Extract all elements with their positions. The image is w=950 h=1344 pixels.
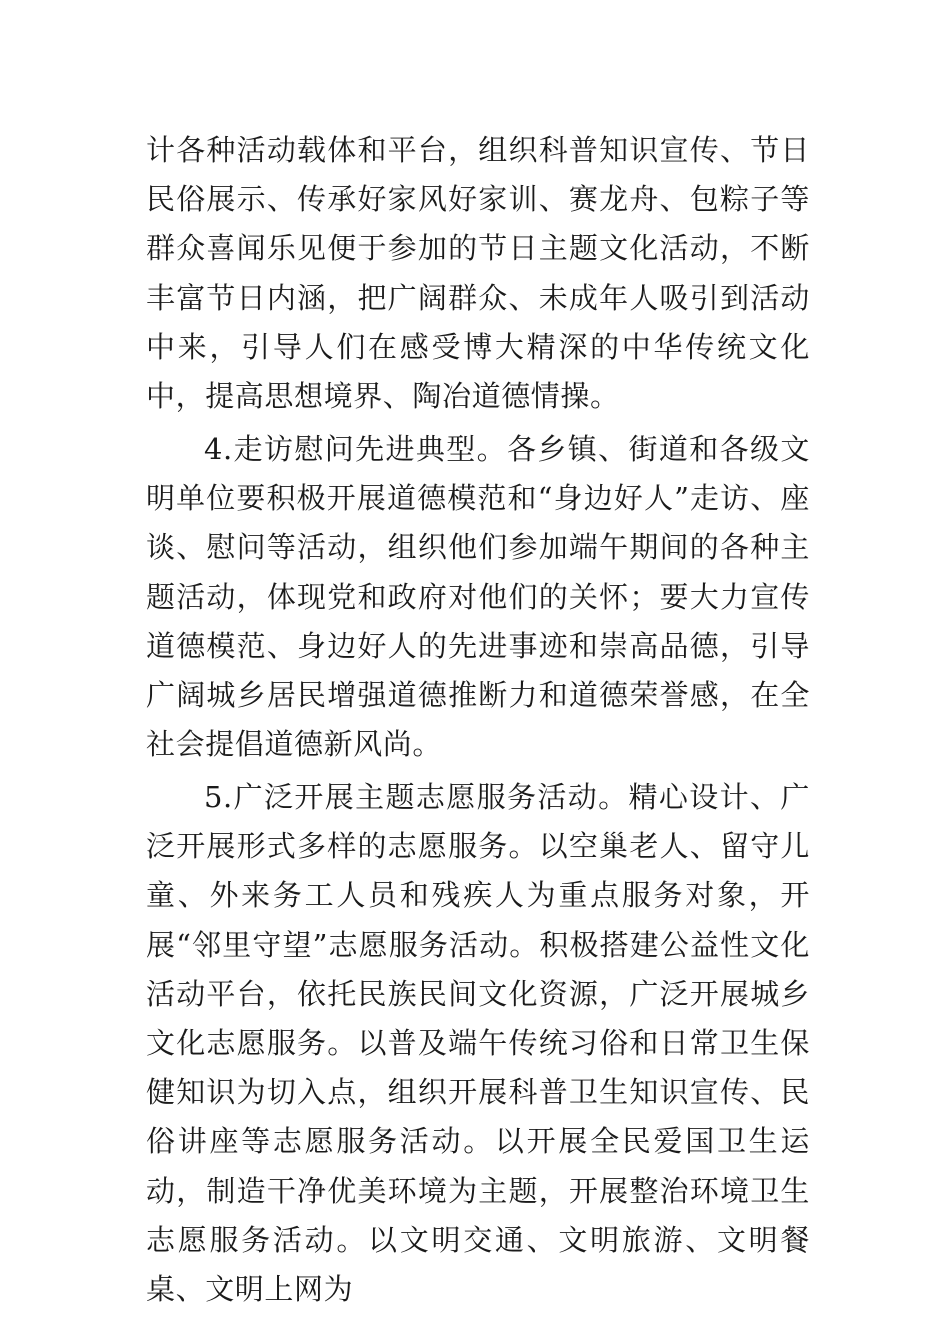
paragraph-item-5-volunteer-service: 5.广泛开展主题志愿服务活动。精心设计、广泛开展形式多样的志愿服务。以空巢老人、留守儿童、外来务工人员和残疾人为重点服务对象，开展“邻里守望”志愿服务活动。积极搭建公益性文化活动平台，依托民族民间文化资源，广泛开展城乡文化志愿服务。以普及端午传统习俗和日常卫生保健知识为切入点，组织开展科普卫生知识宣传、民俗讲座等志愿服务活动。以开展全民爱国卫生运动，制造干净优美环境为主题，开展整治环境卫生志愿服务活动。以文明交通、文明旅游、文明餐桌、文明上网为: [146, 780, 810, 1307]
paragraph-continued-activities: 计各种活动载体和平台，组织科普知识宣传、节日民俗展示、传承好家风好家训、赛龙舟、包粽子等群众喜闻乐见便于参加的节日主题文化活动，不断丰富节日内涵，把广阔群众、未成年人吸引到活动中来，引导人们在感受博大精深的中华传统文化中，提高思想境界、陶冶道德情操。: [146, 133, 810, 414]
paragraph-item-4-visit-models: 4.走访慰问先进典型。各乡镇、街道和各级文明单位要积极开展道德模范和“身边好人”走访、座谈、慰问等活动，组织他们参加端午期间的各种主题活动，体现党和政府对他们的关怀；要大力宣传道德模范、身边好人的先进事迹和崇高品德，引导广阔城乡居民增强道德推断力和道德荣誉感，在全社会提倡道德新风尚。: [146, 432, 810, 762]
